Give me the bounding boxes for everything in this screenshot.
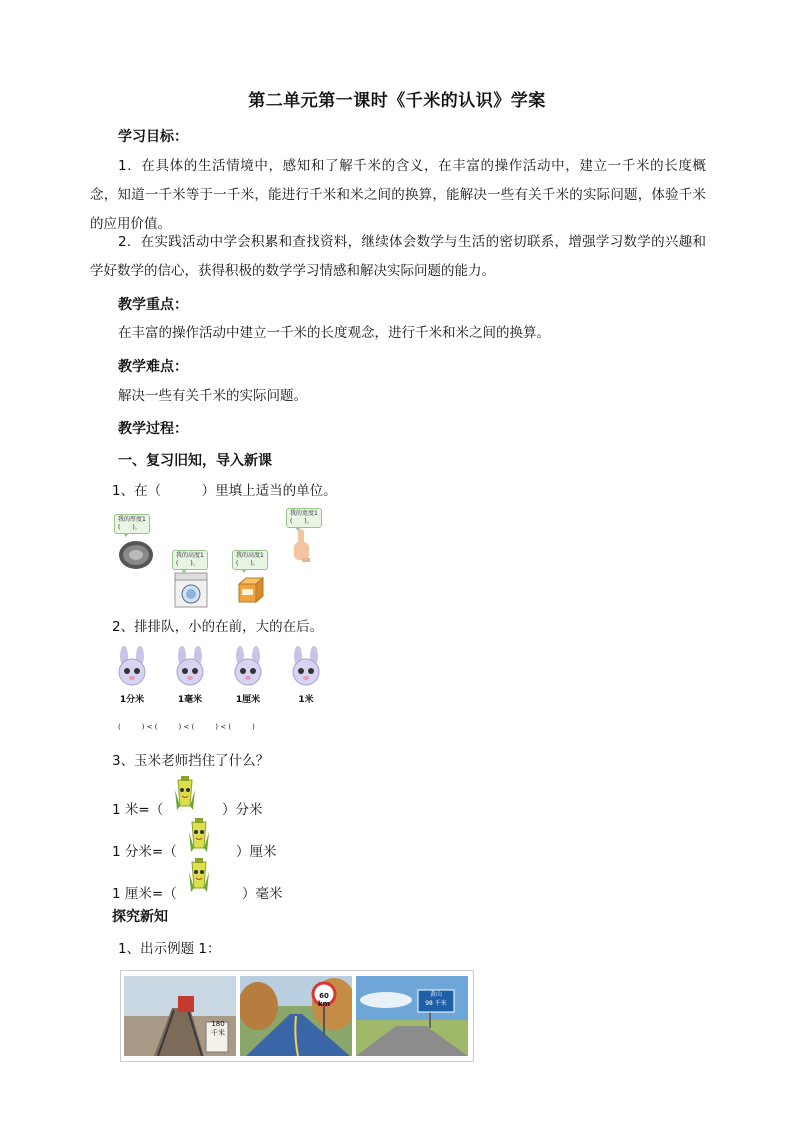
washing-machine-picture bbox=[174, 572, 208, 608]
conversion-left: 1 厘米=（ bbox=[112, 886, 177, 902]
finger-picture bbox=[290, 528, 312, 562]
conversion-right: ）毫米 bbox=[242, 886, 283, 902]
question-2: 2、排排队，小的在前，大的在后。 bbox=[112, 619, 324, 635]
conversion-right: ）厘米 bbox=[236, 844, 277, 860]
rabbit-picture bbox=[288, 646, 324, 690]
corn-teacher-picture bbox=[172, 776, 198, 816]
coin-speech-bubble: 我的厚度1 ( )。 bbox=[114, 514, 150, 534]
finger-speech-bubble: 我的宽度1 ( )。 bbox=[286, 508, 322, 528]
question-3: 3、玉米老师挡住了什么？ bbox=[112, 753, 270, 769]
box-speech-bubble: 我的高度1 ( )。 bbox=[232, 550, 268, 570]
example-1-label: 1、出示例题 1： bbox=[118, 941, 221, 957]
page-title: 第二单元第一课时《千米的认识》学案 bbox=[248, 91, 546, 111]
rail-distance-sign: 180 千米 bbox=[211, 1020, 225, 1037]
difficulty-heading: 教学难点： bbox=[118, 359, 188, 375]
rabbit-picture bbox=[172, 646, 208, 690]
rabbit-label: 1厘米 bbox=[235, 695, 261, 705]
compare-row: ( ) < ( ) < ( ) < ( ) bbox=[118, 723, 255, 731]
rabbit-label: 1米 bbox=[298, 695, 314, 705]
speed-limit-sign: 60 km bbox=[318, 992, 330, 1008]
rabbit-picture bbox=[230, 646, 266, 690]
road-speed-photo bbox=[240, 976, 352, 1056]
conversion-left: 1 米=（ bbox=[112, 802, 164, 818]
question-1: 1、在（ ）里填上适当的单位。 bbox=[112, 483, 337, 499]
rabbit-label: 1分米 bbox=[119, 695, 145, 705]
goals-heading: 学习目标： bbox=[118, 129, 188, 145]
process-heading: 教学过程： bbox=[118, 421, 188, 437]
washer-speech-bubble: 我的高度1 ( )。 bbox=[172, 550, 208, 570]
section-explore-heading: 探究新知 bbox=[112, 909, 168, 925]
difficulty-text: 解决一些有关千米的实际问题。 bbox=[118, 388, 307, 404]
rabbit-picture bbox=[114, 646, 150, 690]
coin-picture bbox=[116, 538, 156, 572]
highway-sign-bottom: 98 千米 bbox=[425, 1000, 447, 1007]
goal-item-1: 1．在具体的生活情境中，感知和了解千米的含义，在丰富的操作活动中，建立一千米的长度概念，知道一千米等于一千米，能进行千米和米之间的换算，能解决一些有关千米的实际问题，体验千米的应用价值。 bbox=[90, 158, 706, 232]
box-picture bbox=[236, 576, 266, 604]
rabbits-row bbox=[110, 646, 340, 710]
conversion-left: 1 分米=（ bbox=[112, 844, 177, 860]
conversion-right: ）分米 bbox=[222, 802, 263, 818]
key-text: 在丰富的操作活动中建立一千米的长度观念，进行千米和米之间的换算。 bbox=[118, 325, 550, 341]
corn-teacher-picture bbox=[186, 818, 212, 858]
corn-teacher-picture bbox=[186, 858, 212, 898]
highway-sign-top: 黄山 bbox=[429, 991, 442, 998]
key-heading: 教学重点： bbox=[118, 297, 188, 313]
railway-photo bbox=[124, 976, 236, 1056]
highway-sign-photo bbox=[356, 976, 468, 1056]
section-review-heading: 一、复习旧知，导入新课 bbox=[118, 453, 272, 469]
rabbit-label: 1毫米 bbox=[177, 695, 203, 705]
goal-item-2: 2．在实践活动中学会积累和查找资料，继续体会数学与生活的密切联系，增强学习数学的兴趣和学好数学的信心，获得积极的数学学习情感和解决实际问题的能力。 bbox=[90, 234, 706, 279]
